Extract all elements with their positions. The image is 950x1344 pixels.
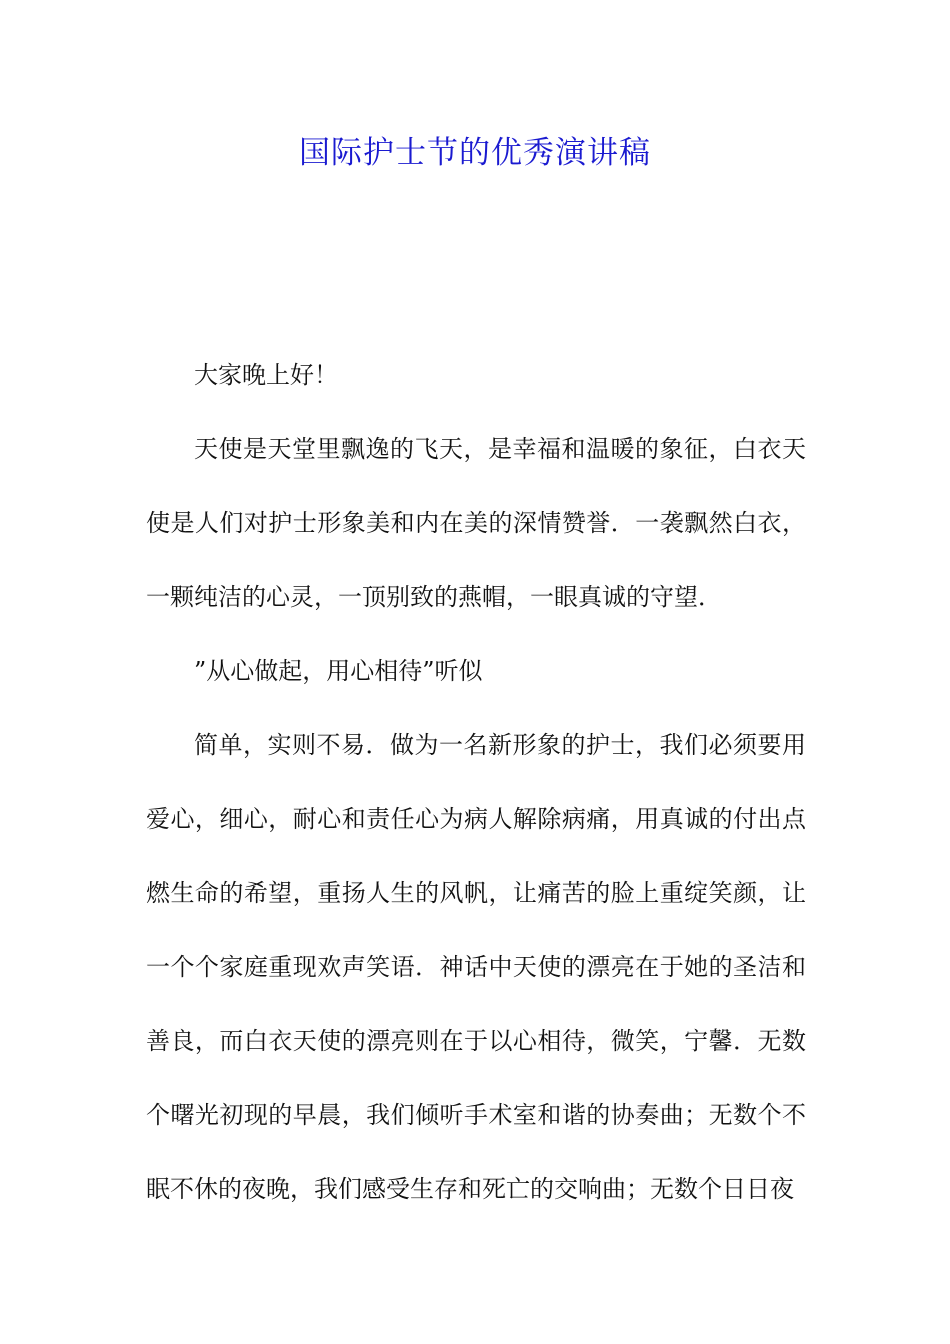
document-body <box>146 338 806 1226</box>
document-title: 国际护士节的优秀演讲稿 <box>299 135 651 171</box>
paragraph-angel: 天使是天堂里飘逸的飞天，是幸福和温暖的象征，白衣天使是人们对护士形象美和内在美的深情赞誉．一袭飘然白衣，一颗纯洁的心灵，一顶别致的燕帽，一眼真诚的守望． <box>146 435 806 611</box>
paragraph-greeting: 大家晚上好！ <box>194 361 338 389</box>
paragraph-main: 简单，实则不易．做为一名新形象的护士，我们必须要用爱心，细心，耐心和责任心为病人解除病痛，用真诚的付出点燃生命的希望，重扬人生的风帆，让痛苦的脸上重绽笑颜，让一个个家庭重现欢声笑语．神话中天使的漂亮在于她的圣洁和善良，而白衣天使的漂亮则在于以心相待，微笑，宁馨．无数个曙光初现的早晨，我们倾听手术室和谐的协奏曲；无数个不眠不休的夜晚，我们感受生存和死亡的交响曲；无数个日日夜 <box>146 731 806 1203</box>
paragraph-quote: ”从心做起，用心相待”听似 <box>194 657 483 685</box>
